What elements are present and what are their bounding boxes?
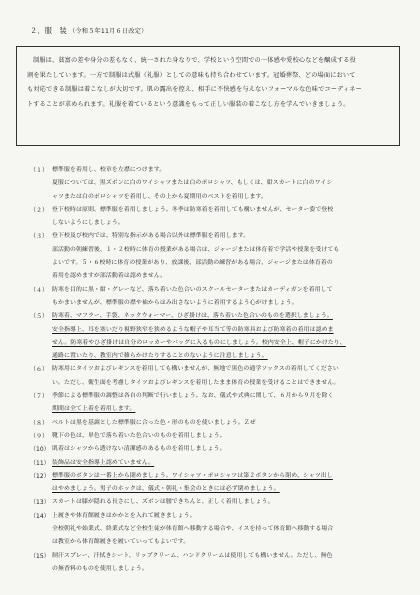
section-heading <box>30 26 148 36</box>
rule-text: 上履きや体育館履きはかかとを入れて履きましょう。 <box>52 512 196 519</box>
rule-number: （６） <box>30 366 49 374</box>
intro-box <box>16 46 400 146</box>
section-title: ２．服 装 <box>30 26 67 35</box>
rule-text: よいです。５・６校時に体育の授業があり、放課後、部活動の練習がある場合、ジャージまたは体育着の <box>52 260 333 267</box>
rule-item <box>30 363 408 390</box>
rule-number: （９） <box>30 432 49 440</box>
rule-item <box>30 430 408 443</box>
rule-number: （３） <box>30 233 49 241</box>
rule-item <box>30 510 408 550</box>
rule-number: （７） <box>30 393 49 401</box>
intro-line: トすることが求められます。礼服を着ているという意識をもって正しい服装の着こなし方を学んでいきましょう。 <box>27 100 350 108</box>
rule-text-underlined: せん。防寒着やひざ掛けは自分のロッカーやバッグに入るものにしましょう。校内安全上、帽子にかけたり、 <box>52 339 346 346</box>
rules-list <box>30 164 408 576</box>
rule-number: （14） <box>30 512 50 520</box>
rule-item <box>30 230 408 283</box>
rule-text: 登下校時は原則、標準服を着用しましょう。冬季は防寒着を着用しても構いませんが、セーター姿で登校 <box>52 206 334 213</box>
rule-number: （４） <box>30 286 49 294</box>
rule-number: （１） <box>30 167 49 174</box>
rule-item <box>30 443 408 456</box>
rule-item <box>30 390 408 417</box>
rule-number: （12） <box>30 472 50 480</box>
intro-line: 制服は、貧富の差や身分の差もなく、統一された身なりで、学校という空間での一体感や愛校心などを醸成する役 <box>33 57 356 64</box>
rule-number: （５） <box>30 313 49 321</box>
rule-text: 靴下の色は、単色で落ち着いた色合いのものを着用しましょう。 <box>52 432 226 439</box>
rule-text: い。ただし、衛生面を考慮しタイツおよびレギンスを着用したまま体育の授業を受けることはできません。 <box>52 379 340 386</box>
rule-text: もかまいませんが、標準服の襟や袖からはみ出さないように着用するよう心がけましょう。 <box>52 299 298 306</box>
rule-text-underlined: 通路に置いたり、教室内で雑らかけたりすることのないように注意しましょう。 <box>52 353 268 360</box>
rule-item <box>30 164 408 204</box>
rule-text: スカートは膝が隠れる長さにし、ズボンは腰できちんと、正しく着用しましょう。 <box>52 499 274 506</box>
rule-item <box>30 284 408 311</box>
rule-text: 夏服については、黒ズボンに白のワイシャツまたは白のポロシャツ、もしくは、紺スカートに白のワイシ <box>52 180 333 187</box>
rule-item <box>30 310 408 363</box>
rule-text: 標準服を着用し、校章を左襟につけます。 <box>52 167 166 173</box>
rule-text-underlined: 安全指導上、耳を塞いだり視野狭窄を狭めるような帽子や耳当て等の防寒具および防寒着の着用は認めま <box>52 326 334 333</box>
rule-number: （８） <box>30 419 49 427</box>
rule-text: 防寒用にタイツおよびレギンスを着用しても構いませんが、無地で黒色の通学ソックスの着用してください <box>52 366 339 373</box>
rule-text: 着用を認めますが部活動着は認めません。 <box>52 273 167 280</box>
rule-item <box>30 550 408 577</box>
rule-text: 季節による標準服の調整は各自の判断で行いましょう。なお、儀式や式典に関して、６月から９月を除く <box>52 393 334 400</box>
rule-item <box>30 457 408 470</box>
rule-item <box>30 204 408 231</box>
rule-text: 部活動の朝練習後、１・２校時に体育の授業がある場合は、ジャージまたは体育着で学活や授業を受けても <box>52 246 340 253</box>
rule-text: ベルトは黒を基調とした標準服に合った色・形のものを使いましょう。Ｚぜ <box>52 419 256 426</box>
rule-number: （15） <box>30 552 50 560</box>
rule-number: （10） <box>30 446 50 454</box>
rule-text: 全校朝礼や始業式、終業式など全校生徒が体育館へ移動する場合や、イスを持って体育館へ移動する場合 <box>52 526 334 533</box>
rule-text-underlined: はやめましょう。男子のホックは、儀式・朝礼・集会のときには必ず閉めましょう。 <box>52 486 280 493</box>
rule-text: の無香料のものを使用しましょう。 <box>52 565 148 572</box>
rule-item <box>30 417 408 430</box>
rule-text: 肌着はシャツから透けない清潔感のあるものを着用しましょう。 <box>52 446 226 453</box>
rule-text-underlined: 期間は全て上着を着用します。 <box>52 406 136 413</box>
rule-number: （11） <box>30 459 50 467</box>
rule-item <box>30 470 408 497</box>
rule-item <box>30 496 408 509</box>
rule-text: 登下校及び校内では、特別な指示がある場合以外は標準服を着用します。 <box>52 233 250 240</box>
rule-text: 制汗スプレー、汗拭きシート、リップクリーム、ハンドクリームは使用しても構いません。ただし、無色 <box>52 552 333 559</box>
intro-line: も対応できる制服は着こなしが大切です。肌の露出を控え、相手に不快感を与えないフォーマルな色味でコーディネー <box>27 86 362 93</box>
rule-text-underlined: 装飾品は安全指導上認めていません。 <box>52 459 155 466</box>
rule-number: （２） <box>30 206 49 214</box>
rule-text: は教室から体育館履きを履いていってもよいです。 <box>52 539 190 546</box>
rule-text: しないようにしましょう。 <box>52 220 124 227</box>
rule-text-underlined: 防寒着、マフラー、手袋、ネックウォーマー、ひざ掛けは、落ち着いた色合いのものを選択しましょう。 <box>52 313 333 320</box>
rule-text: 防寒を目的に黒・紺・グレーなど、落ち着いた色合いのスクールセーターまたはカーディガンを着用して <box>52 286 333 293</box>
rule-text: ャツまたは白のポロシャツを着用し、その上から夏期用のベストを着用します。 <box>52 193 268 200</box>
intro-line: 割を果たしています。一方で制服は式服（礼服）としての意味も持ち合わせています。冠婚葬祭、どの場面において <box>27 71 356 79</box>
revision-note: （令和５年11月６日改定） <box>68 28 148 35</box>
rule-text-underlined: 標準服のボタンは一番上から閉めましょう。ワイシャツ・ポロシャツは第２ボタンから閉め、シャツ出し <box>52 472 333 479</box>
rule-number: （13） <box>30 499 50 507</box>
